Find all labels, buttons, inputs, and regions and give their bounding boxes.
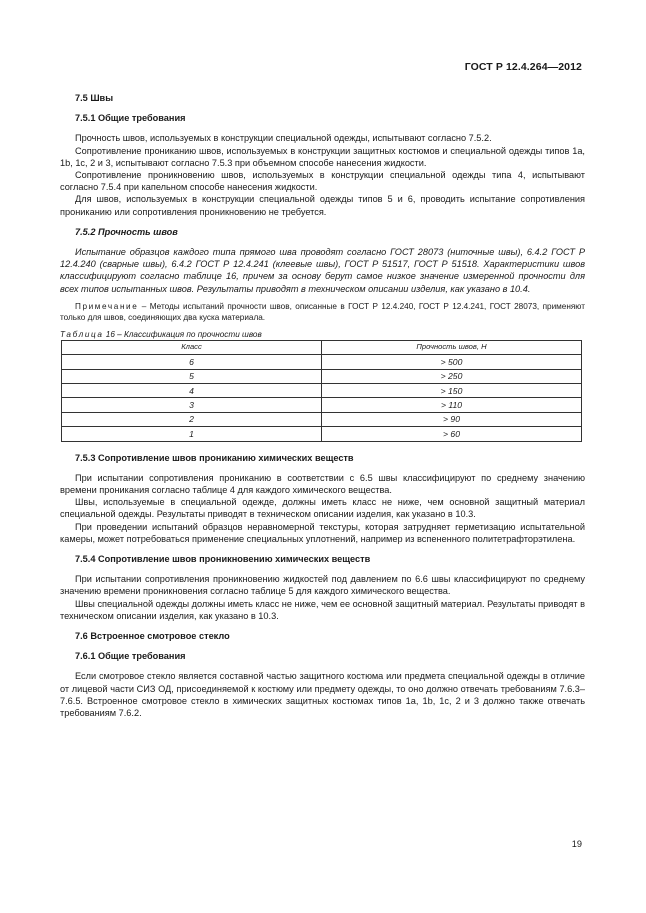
paragraph: Сопротивление прониканию швов, используемых в конструкции защитных костюмов и специальной одежды типов 1а, 1b, 1c, 2 и 3, испытывают согласно 7.5.3 при объемном способе нанесения жидкости. [60,145,585,168]
paragraph: Прочность швов, используемых в конструкции специальной одежды, испытывают согласно 7.5.2. [75,133,492,144]
paragraph: При испытании сопротивления проникновению жидкостей под давлением по 6.6 швы классифицируют по среднему значению времени проникновения согласно таблице 5 для каждого химического вещества. [60,574,585,597]
table-cell: 2 [62,412,322,426]
table-row [62,384,582,398]
table-row [62,412,582,426]
document-id-header: ГОСТ Р 12.4.264—2012 [464,61,582,73]
table-cell: > 60 [322,427,582,441]
table-header-strength: Прочность швов, Н [322,340,582,354]
table-header-class: Класс [62,340,322,354]
subsection-heading-7-6-1: 7.6.1 Общие требования [75,651,186,662]
paragraph: При испытании сопротивления прониканию в соответствии с 6.5 швы классифицируют по среднему значению времени проникания согласно таблице 4 для каждого химического вещества. [60,472,585,495]
table-cell: 4 [62,384,322,398]
table-cell: > 500 [322,355,582,369]
table-cell: > 250 [322,369,582,383]
page-number: 19 [571,839,582,849]
subsection-heading-7-5-3: 7.5.3 Сопротивление швов прониканию химических веществ [75,452,354,463]
paragraph: Если смотровое стекло является составной частью защитного костюма или предмета специальной одежды в отличие от лицевой части СИЗ ОД, присоединяемой к костюму или предмету одежды, то оно должно отвечать требованиям 7.6.3–7.6.5. Встроенное смотровое стекло в химических защитных костюмах типов 1а, 1b, 1c, 2 и 3 должно также отвечать требованиям 7.6.2. [60,671,585,719]
page-content [60,92,585,719]
subsection-heading-7-5-1: 7.5.1 Общие требования [75,113,186,124]
table-cell: > 110 [322,398,582,412]
seam-strength-table [61,340,582,442]
table-cell: > 90 [322,412,582,426]
table-row [62,355,582,369]
table-row [62,369,582,383]
paragraph: Сопротивление проникновению швов, используемых в конструкции специальной одежды типа 4, испытывают согласно 7.5.4 при капельном способе нанесения жидкости. [60,170,585,193]
note-label: Примечание [75,301,139,311]
paragraph: Швы специальной одежды должны иметь класс не ниже, чем ее основной защитный материал. Результаты приводят в техническом описании изделия, как указано в 10.3. [60,598,585,621]
table-row [62,398,582,412]
paragraph: Для швов, используемых в конструкции специальной одежды типов 5 и 6, проводить испытание сопротивления прониканию или сопротивления проникновению не требуется. [60,194,585,217]
subsection-heading-7-5-4: 7.5.4 Сопротивление швов проникновению химических веществ [75,554,371,564]
table-header-row [62,340,582,354]
table-cell: 1 [62,427,322,441]
table-cell: 3 [62,398,322,412]
table-cell: > 150 [322,384,582,398]
paragraph: Испытание образцов каждого типа прямого шва проводят согласно ГОСТ 28073 (ниточные швы), 6.4.2 ГОСТ Р 12.4.240 (сварные швы), 6.4.2 ГОСТ Р 12.4.241 (клеевые швы), ГОСТ Р 51517, ГОСТ Р 51518. Характеристики швов классифицируют согласно таблице 16, причем за основу берут самое низкое значение измеренной прочности для всех типов испытанных швов. Результаты приводят в техническом описании изделия, как указано в 10.4. [60,247,585,294]
note-text: – Методы испытаний прочности швов, описанные в ГОСТ Р 12.4.240, ГОСТ Р 12.4.241, ГОСТ 28073, применяют только для швов, соединяющих два куска материала. [60,301,585,322]
table-cell: 6 [62,355,322,369]
table-caption-text: 16 – Классификация по прочности швов [103,329,262,339]
note [60,301,585,323]
section-heading-7-5: 7.5 Швы [75,93,114,103]
table-label: Таблица [60,329,104,339]
subsection-heading-7-5-2: 7.5.2 Прочность швов [75,226,178,237]
paragraph: При проведении испытаний образцов неравномерной текстуры, которая затрудняет герметизацию испытательной камеры, может потребоваться применение специальных уплотнений, например из вспененного политетрафторэтилена. [60,521,585,544]
table-cell: 5 [62,369,322,383]
section-heading-7-6: 7.6 Встроенное смотровое стекло [75,631,230,642]
table-row [62,427,582,441]
paragraph: Швы, используемые в специальной одежде, должны иметь класс не ниже, чем основной защитный материал специальной одежды. Результаты приводят в техническом описании изделия, как указано в 10.3. [60,497,585,520]
table-caption [60,329,585,340]
